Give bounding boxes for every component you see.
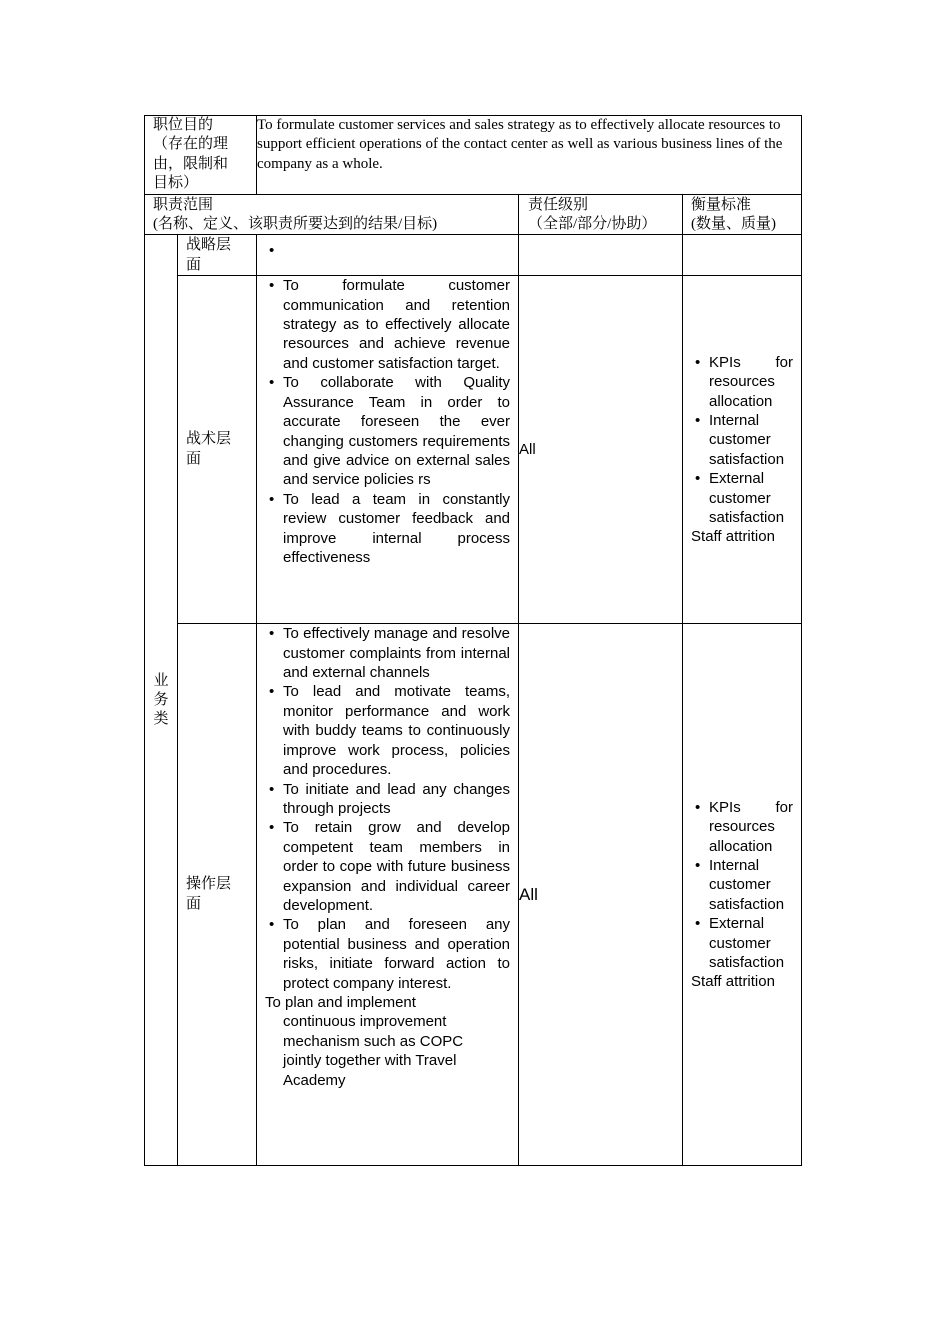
category-label <box>145 235 178 1166</box>
tactical-duty-item: • To lead a team in constantly review customer feedback and improve internal process effectiveness <box>265 490 510 568</box>
operational-duties <box>257 624 519 1166</box>
operational-metric-item: • External customer satisfaction <box>691 914 793 972</box>
operational-metric-item: • Internal customer satisfaction <box>691 856 793 914</box>
tactical-label <box>178 276 257 624</box>
strategic-measures <box>683 235 802 276</box>
purpose-label-line: 职位目的 <box>153 117 214 133</box>
tactical-metric-item: • External customer satisfaction <box>691 469 793 527</box>
category-char: 务 <box>153 691 169 708</box>
tactical-metric-item: • Internal customer satisfaction <box>691 411 793 469</box>
strategic-label <box>178 235 257 276</box>
operational-duty-item: • To effectively manage and resolve customer complaints from internal and external channels <box>265 624 510 682</box>
measure-header-title: 衡量标准 <box>691 196 752 213</box>
operational-label-line: 操作层 <box>186 876 232 893</box>
operational-metric-extra: Staff attrition <box>691 973 775 991</box>
category-char: 类 <box>153 710 169 727</box>
strategic-label-line: 战略层 <box>186 237 232 254</box>
tactical-duty-item: • To formulate customer communication and retention strategy as to effectively allocate resources and achieve revenue and customer satisfaction target. <box>265 276 510 373</box>
strategic-row <box>145 235 802 276</box>
purpose-label-line: （存在的理 <box>153 136 229 153</box>
operational-duty-item: • To lead and motivate teams, monitor performance and work with buddy teams to continuously improve work process, policies and procedures. <box>265 682 510 779</box>
tactical-metric-extra: Staff attrition <box>691 528 775 546</box>
operational-measures <box>683 624 802 1166</box>
tactical-metric-item: • KPIs for resources allocation <box>691 353 793 411</box>
operational-row <box>145 624 802 1166</box>
tactical-duties <box>257 276 519 624</box>
level-header-title: 责任级别 <box>528 196 589 213</box>
tactical-level: All <box>519 276 683 624</box>
category-char: 业 <box>153 672 169 689</box>
level-header-subtitle: （全部/部分/协助） <box>528 216 657 233</box>
tactical-label-line: 面 <box>186 450 202 467</box>
tactical-duty-list <box>265 276 510 567</box>
operational-extra-paragraph: To plan and implement continuous improvement mechanism such as COPC jointly together with Travel Academy <box>265 993 464 1089</box>
operational-duty-item: • To initiate and lead any changes through projects <box>265 780 510 819</box>
purpose-row <box>145 116 802 195</box>
level-header <box>519 194 683 235</box>
strategic-duties <box>257 235 519 276</box>
strategic-label-line: 面 <box>186 256 202 273</box>
tactical-row <box>145 276 802 624</box>
operational-label-line: 面 <box>186 895 202 912</box>
strategic-level <box>519 235 683 276</box>
purpose-text: To formulate customer services and sales strategy as to effectively allocate resources to support efficient operations of the contact center as well as various business lines of the company as a whole. <box>257 116 802 195</box>
operational-metric-list <box>691 798 793 973</box>
operational-label <box>178 624 257 1166</box>
tactical-metric-list <box>691 353 793 528</box>
tactical-measures <box>683 276 802 624</box>
scope-header-title: 职责范围 <box>153 196 214 213</box>
tactical-label-line: 战术层 <box>186 431 232 448</box>
scope-header-subtitle: (名称、定义、该职责所要达到的结果/目标) <box>153 216 438 233</box>
operational-duty-list <box>265 624 510 993</box>
job-description-table <box>144 115 802 1166</box>
purpose-label-line: 由，限制和 <box>153 155 229 172</box>
header-row <box>145 194 802 235</box>
operational-duty-item: • To plan and foreseen any potential business and operation risks, initiate forward action to protect company interest. <box>265 915 510 993</box>
measure-header-subtitle: (数量、质量) <box>691 216 777 233</box>
measure-header <box>683 194 802 235</box>
operational-duty-item: • To retain grow and develop competent team members in order to cope with future business expansion and individual career development. <box>265 818 510 915</box>
purpose-label <box>145 116 257 195</box>
tactical-duty-item: • To collaborate with Quality Assurance Team in order to accurate foreseen the ever changing customers requirements and give advice on external sales and service policies rs <box>265 373 510 489</box>
purpose-label-line: 目标） <box>153 175 199 192</box>
scope-header <box>145 194 519 235</box>
operational-level: All <box>519 624 683 1166</box>
operational-metric-item: • KPIs for resources allocation <box>691 798 793 856</box>
